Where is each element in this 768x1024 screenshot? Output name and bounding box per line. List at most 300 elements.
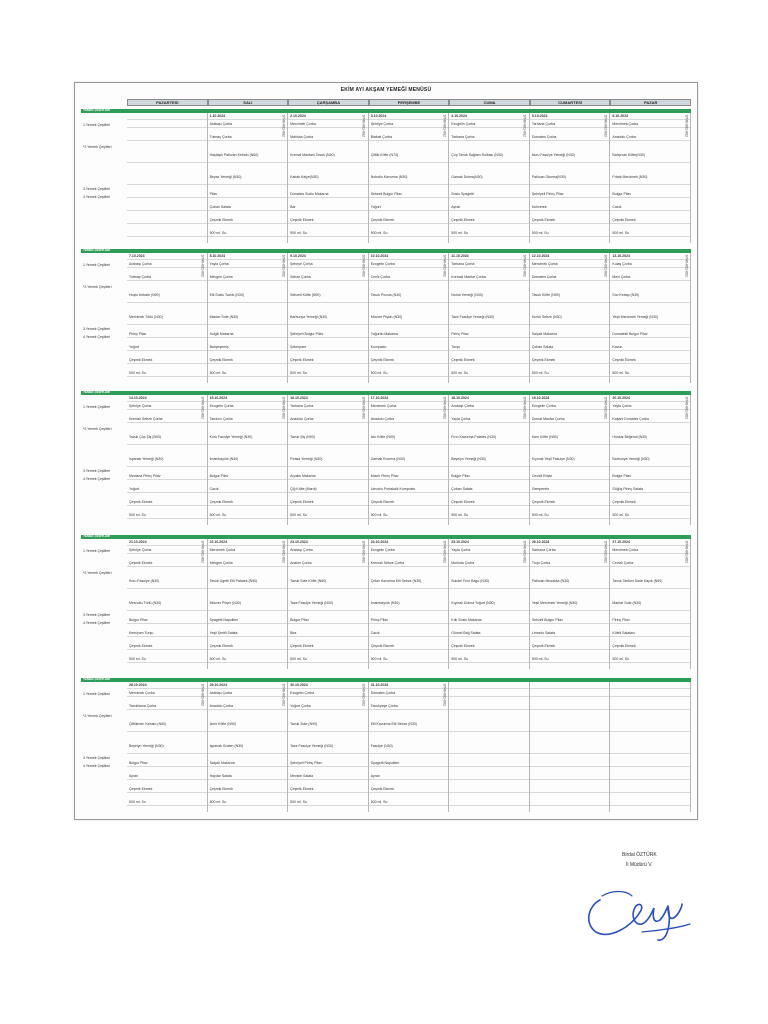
row-label: 1.Yemek Çeşitleri bbox=[83, 692, 111, 696]
menu-item bbox=[127, 147, 207, 163]
day-cell bbox=[288, 113, 369, 243]
day-cell bbox=[610, 682, 691, 812]
signatory-name: Birdal ÖZTÜRK bbox=[622, 852, 657, 858]
day-date: 20.10.2024 bbox=[610, 395, 690, 402]
menu-item: Beyelyn Yemeği (N30) bbox=[449, 451, 529, 467]
menu-item: Kam Köfte (N90) bbox=[530, 429, 610, 445]
menu-item: Şehriye Çorba bbox=[127, 547, 207, 554]
signature-block bbox=[582, 852, 702, 942]
day-cell bbox=[208, 539, 289, 669]
menu-item: Pirinç Pilav bbox=[610, 617, 690, 624]
menu-item: Pırasa Yemeği (N30) bbox=[288, 451, 368, 467]
menu-item: Mevsim Salata bbox=[288, 773, 368, 780]
menu-item: Ayran bbox=[369, 773, 449, 780]
menu-item: Limonlu Salata bbox=[530, 630, 610, 637]
menu-item: Mercimek Çorba bbox=[288, 121, 368, 128]
day-cell bbox=[530, 113, 611, 243]
day-date: 27.10.2024 bbox=[610, 539, 690, 546]
menu-item: 500 ml. Su bbox=[610, 230, 690, 237]
menu-item: Taze Fasulye Yemeği (N30) bbox=[288, 595, 368, 611]
day-cell bbox=[127, 253, 208, 383]
stamp-code: ST40-001-002 bbox=[200, 254, 205, 277]
menu-item bbox=[530, 703, 610, 710]
menu-item: 500 ml. Su bbox=[449, 656, 529, 663]
menu-item: Şehriye Çorba bbox=[127, 403, 207, 410]
stamp-code: ST40-001-002 bbox=[522, 254, 527, 277]
menu-item bbox=[449, 690, 529, 697]
menu-item: Patlıcan Musakka (N30) bbox=[530, 573, 610, 589]
menu-item: 500 ml. Su bbox=[288, 230, 368, 237]
menu-item: Yoğurt Çorba bbox=[288, 703, 368, 710]
menu-item: Soslu Spagetti bbox=[449, 191, 529, 198]
day-date: 6.10.2024 bbox=[610, 113, 690, 120]
menu-item: Çeşmik Ekmek bbox=[208, 786, 288, 793]
stamp-code: ST40-001-002 bbox=[442, 114, 447, 137]
menu-item: Yeşil Şeritli Salata bbox=[208, 630, 288, 637]
day-date: 14.10.2024 bbox=[127, 395, 207, 402]
menu-item bbox=[610, 799, 690, 806]
menu-item: 500 ml. Su bbox=[208, 370, 288, 377]
menu-item: Anadolu Çorba bbox=[610, 134, 690, 141]
menu-item: Çeşmik Ekmek bbox=[449, 217, 529, 224]
stamp-code: ST40-001-002 bbox=[683, 114, 688, 137]
menu-item: Kıymalı Dolma Yoğurt (N30) bbox=[449, 595, 529, 611]
week-block bbox=[81, 678, 691, 816]
menu-item: Tavuklama Çorba bbox=[127, 703, 207, 710]
menu-item: Ayran bbox=[127, 773, 207, 780]
menu-item: Pirinç Pilav bbox=[449, 331, 529, 338]
menu-item bbox=[530, 690, 610, 697]
day-date: 25.10.2024 bbox=[449, 539, 529, 546]
menu-item bbox=[610, 760, 690, 767]
day-header: SALI bbox=[208, 99, 289, 106]
menu-item bbox=[449, 760, 529, 767]
menu-item: Muhluta Çorba bbox=[449, 560, 529, 567]
menu-item bbox=[449, 799, 529, 806]
day-date bbox=[530, 682, 610, 689]
menu-item: Kuruk Sebze (N30) bbox=[530, 309, 610, 325]
row-label: 4.Yemek Çeşitleri bbox=[83, 764, 111, 768]
stamp-code: ST40-001-002 bbox=[361, 114, 366, 137]
menu-item: Anadolu Çorba bbox=[288, 416, 368, 423]
menu-item: Çeşmik Ekmek bbox=[208, 643, 288, 650]
menu-item: İzmir Köfte (N90) bbox=[208, 716, 288, 732]
menu-item bbox=[127, 204, 207, 211]
menu-item: Mantar Sote (N30) bbox=[208, 309, 288, 325]
menu-item bbox=[127, 169, 207, 185]
menu-item: Sebzeli Bulgur Pilav bbox=[530, 617, 610, 624]
stamp-code: ST40-001-002 bbox=[603, 540, 608, 563]
menu-item bbox=[530, 799, 610, 806]
day-date: 19.10.2024 bbox=[530, 395, 610, 402]
row-label: *2.Yemek Çeşitleri bbox=[83, 427, 112, 431]
stamp-code: ST40-001-002 bbox=[361, 396, 366, 419]
stamp-code: ST40-001-002 bbox=[200, 540, 205, 563]
day-cell bbox=[127, 682, 208, 812]
menu-item: Yeşil Mercimek Yemeği (N30) bbox=[610, 309, 690, 325]
menu-item: Bahçeşemiş bbox=[208, 344, 288, 351]
menu-item: Salçalı Makarna bbox=[208, 760, 288, 767]
day-date: 3.10.2024 bbox=[369, 113, 449, 120]
day-date: 18.10.2024 bbox=[449, 395, 529, 402]
day-date: 7.10.2024 bbox=[127, 253, 207, 260]
menu-item: Çeşmik Ekmek bbox=[530, 499, 610, 506]
menu-item: Ayran bbox=[449, 204, 529, 211]
day-cell bbox=[208, 113, 289, 243]
menu-item: Bulgur Pilav bbox=[610, 473, 690, 480]
menu-item: Çeşmik Ekmek bbox=[208, 357, 288, 364]
menu-item: Sıcı Kebap (N30) bbox=[610, 287, 690, 303]
day-date: 29.10.2024 bbox=[208, 682, 288, 689]
menu-item: Sulutel Fırın Bago (N30) bbox=[449, 573, 529, 589]
week-label: YEMEK ÇEŞİTLERİ bbox=[83, 677, 111, 681]
menu-item: Mücver Püşer (N30) bbox=[208, 595, 288, 611]
week-label: YEMEK ÇEŞİTLERİ bbox=[83, 108, 111, 112]
day-cell bbox=[449, 253, 530, 383]
day-cell bbox=[610, 395, 691, 525]
menu-item: Çeşmik Ekmek bbox=[449, 499, 529, 506]
day-cell bbox=[369, 113, 450, 243]
day-cell bbox=[288, 539, 369, 669]
menu-item: Spagetti Napoliten bbox=[208, 617, 288, 624]
row-label: 4.Yemek Çeşitleri bbox=[83, 477, 111, 481]
menu-item bbox=[449, 716, 529, 732]
stamp-code: ST40-001-002 bbox=[200, 396, 205, 419]
menu-item: Ezogelin Çorba bbox=[530, 403, 610, 410]
day-date: 26.10.2024 bbox=[530, 539, 610, 546]
stamp-code: ST40-001-002 bbox=[522, 396, 527, 419]
menu-item: Tavuk Sote (N90) bbox=[288, 716, 368, 732]
menu-item: Tropi Çorba bbox=[530, 560, 610, 567]
menu-item: Domatesli Bulgur Pilav bbox=[610, 331, 690, 338]
menu-item: 500 ml. Su bbox=[127, 656, 207, 663]
day-cell bbox=[449, 682, 530, 812]
menu-item: 500 ml. Su bbox=[369, 370, 449, 377]
menu-item bbox=[127, 191, 207, 198]
row-label: 3.Yemek Çeşitleri bbox=[83, 756, 111, 760]
menu-item: Tarhana Çorba bbox=[449, 261, 529, 268]
menu-item bbox=[610, 703, 690, 710]
menu-item: Tutmaç Çorba bbox=[208, 134, 288, 141]
menu-item: Gemperele bbox=[530, 486, 610, 493]
day-date: 10.10.2024 bbox=[369, 253, 449, 260]
stamp-code: ST40-001-002 bbox=[281, 254, 286, 277]
menu-item: Cacık bbox=[610, 204, 690, 211]
day-date: 13.10.2024 bbox=[610, 253, 690, 260]
menu-item: Kompasto bbox=[369, 344, 449, 351]
stamp-code: ST40-001-002 bbox=[281, 114, 286, 137]
menu-item: Fasulye (N30) bbox=[369, 738, 449, 754]
menu-item: Çeşmik Ekmek bbox=[369, 786, 449, 793]
menu-item: Çeşmik Ekmek bbox=[369, 643, 449, 650]
menu-item: Domates Çorba bbox=[530, 134, 610, 141]
menu-item: Çeşmik Ekmek bbox=[208, 499, 288, 506]
row-label: 4.Yemek Çeşitleri bbox=[83, 195, 111, 199]
day-cell bbox=[449, 113, 530, 243]
menu-item: Spagetti Napoliten bbox=[369, 760, 449, 767]
menu-item: Tutmaç Çorba bbox=[127, 274, 207, 281]
menu-item: Çeşmik Ekmek bbox=[288, 786, 368, 793]
menu-item: Tavuk Ugetti Etli Patates (N90) bbox=[208, 573, 288, 589]
menu-item bbox=[610, 786, 690, 793]
menu-item: Garnak Dolma(N30) bbox=[449, 169, 529, 185]
day-cell bbox=[288, 395, 369, 525]
menu-item: Arpalık Makarna bbox=[288, 473, 368, 480]
week-label: YEMEK ÇEŞİTLERİ bbox=[83, 534, 111, 538]
menu-item: Çeşmik Ekmek bbox=[288, 357, 368, 364]
menu-item: Tarhana Çorba bbox=[530, 121, 610, 128]
row-label: *2.Yemek Çeşitleri bbox=[83, 714, 112, 718]
stamp-code: ST40-001-002 bbox=[281, 540, 286, 563]
stamp-code: ST40-001-002 bbox=[683, 396, 688, 419]
menu-item: Mesrubu Türlü (N30) bbox=[127, 595, 207, 611]
menu-item: Mercimek Türlü (N30) bbox=[127, 309, 207, 325]
menu-item: Taze Fasulye Yemeği (N30) bbox=[449, 309, 529, 325]
day-cell bbox=[127, 539, 208, 669]
menu-item: Çeşmik Ekmek bbox=[208, 217, 288, 224]
menu-item: Çoban Salata bbox=[530, 344, 610, 351]
row-label: 3.Yemek Çeşitleri bbox=[83, 187, 111, 191]
day-cell bbox=[208, 395, 289, 525]
menu-item: Mercimek Çorba bbox=[530, 261, 610, 268]
menu-item: Anadolu Çorba bbox=[208, 703, 288, 710]
stamp-code: ST40-001-002 bbox=[442, 396, 447, 419]
menu-item: 500 ml. Su bbox=[208, 512, 288, 519]
menu-item: 500 ml. Su bbox=[369, 512, 449, 519]
menu-item: Hoşlu Kebabı (N90) bbox=[127, 287, 207, 303]
menu-item: Cacık bbox=[369, 630, 449, 637]
stamp-code: ST40-001-002 bbox=[361, 540, 366, 563]
menu-item: Bulgur Pilav bbox=[208, 473, 288, 480]
menu-item: Kremalı Sebze Çorba bbox=[369, 560, 449, 567]
menu-item: Pirinç Pilav bbox=[127, 331, 207, 338]
day-date: 4.10.2024 bbox=[449, 113, 529, 120]
menu-item: Çeşmik Ekmek bbox=[610, 499, 690, 506]
menu-item bbox=[610, 773, 690, 780]
menu-item: Bulgur Pilav bbox=[127, 617, 207, 624]
menu-item: Domates Çorba bbox=[530, 274, 610, 281]
menu-item: Bira bbox=[288, 630, 368, 637]
menu-item: Şehriye Çorba bbox=[288, 261, 368, 268]
day-date: 21.10.2024 bbox=[127, 539, 207, 546]
menu-item: Arabaşı Çorba bbox=[288, 547, 368, 554]
menu-item bbox=[610, 738, 690, 754]
menu-item: Bahçıvan Köfte(N30) bbox=[610, 147, 690, 163]
day-cell bbox=[369, 539, 450, 669]
menu-item: Sarhana Çorba bbox=[530, 547, 610, 554]
menu-item: Yayla Çorba bbox=[449, 547, 529, 554]
menu-item bbox=[127, 217, 207, 224]
menu-item: Kuru Fasulye Yemeği (N30) bbox=[208, 429, 288, 445]
menu-item: Arabaşı Çorba bbox=[208, 121, 288, 128]
menu-item: Mevlana Pirinç Pilav bbox=[127, 473, 207, 480]
menu-item: Kremal Mantarlı Tavuk (N30) bbox=[288, 147, 368, 163]
menu-item: Yayla Çorba bbox=[208, 261, 288, 268]
menu-item: Çeşmik Ekmek bbox=[369, 499, 449, 506]
day-date: 17.10.2024 bbox=[369, 395, 449, 402]
menu-item: Çıtlan Kavurma Etli Sebze (N30) bbox=[369, 573, 449, 589]
stamp-code: ST40-001-002 bbox=[442, 254, 447, 277]
day-date: 5.10.2024 bbox=[530, 113, 610, 120]
menu-item: Mevgen Çorba bbox=[208, 560, 288, 567]
menu-item: Mevgen Çorba bbox=[208, 274, 288, 281]
menu-item: Ispanak Graten (N30) bbox=[208, 738, 288, 754]
menu-item: Yayla Çorba bbox=[449, 416, 529, 423]
day-date: 15.10.2024 bbox=[208, 395, 288, 402]
menu-item: Çeşmik Ekmek bbox=[288, 643, 368, 650]
menu-item: Çoban Salata bbox=[208, 204, 288, 211]
menu-item: Domates Çorba bbox=[369, 690, 449, 697]
menu-item: Çeşmik Ekmek bbox=[127, 643, 207, 650]
day-date: 30.10.2024 bbox=[288, 682, 368, 689]
menu-item bbox=[127, 134, 207, 141]
menu-item: Garnak Kıvırma (N30) bbox=[369, 451, 449, 467]
day-date bbox=[610, 682, 690, 689]
menu-item: 500 ml. Su bbox=[208, 799, 288, 806]
menu-item: Fırın Kavurma Patates (N30) bbox=[449, 429, 529, 445]
menu-item: 500 ml. Su bbox=[610, 656, 690, 663]
menu-item: Beyelyn Yemeği (N30) bbox=[127, 738, 207, 754]
row-label: 1.Yemek Çeşitleri bbox=[83, 405, 111, 409]
menu-item: Pilav bbox=[208, 191, 288, 198]
menu-item: Tavuk Sote Köfte (N60) bbox=[288, 573, 368, 589]
menu-item: Tavuk Şiş (N90) bbox=[288, 429, 368, 445]
menu-item: Mevi Çorba bbox=[610, 274, 690, 281]
menu-item: 500 ml. Su bbox=[369, 230, 449, 237]
menu-item: Çeşmik Ekmek bbox=[127, 560, 207, 567]
row-label: *2.Yemek Çeşitleri bbox=[83, 571, 112, 575]
day-cell bbox=[127, 395, 208, 525]
menu-item: Çeşmik Ekmek bbox=[530, 643, 610, 650]
menu-item: Çeşmik Ekmek bbox=[127, 357, 207, 364]
day-date: 24.10.2024 bbox=[369, 539, 449, 546]
week-block bbox=[81, 535, 691, 673]
menu-item: Çeşmik Ekmek bbox=[610, 357, 690, 364]
day-cell bbox=[369, 682, 450, 812]
menu-item: Mantar Sote (N30) bbox=[610, 595, 690, 611]
menu-item: Sebzeli Köfte (N90) bbox=[288, 287, 368, 303]
menu-item: Kremalı Mantar Çorba bbox=[449, 274, 529, 281]
week-block bbox=[81, 249, 691, 387]
menu-item: Analım Çorba bbox=[288, 560, 368, 567]
menu-item bbox=[127, 230, 207, 237]
menu-item: Ezogelin Çorba bbox=[369, 261, 449, 268]
row-label: 4.Yemek Çeşitleri bbox=[83, 621, 111, 625]
menu-item: Sebzeli Bulgur Pilav bbox=[369, 191, 449, 198]
menu-item: Şehriyeli Pirinç Pilav bbox=[288, 760, 368, 767]
stamp-code: ST40-001-002 bbox=[522, 540, 527, 563]
menu-item: Mercimek Çorba bbox=[369, 403, 449, 410]
day-header: CUMARTESİ bbox=[530, 99, 611, 106]
menu-item: 500 ml. Su bbox=[127, 512, 207, 519]
menu-item: Şehriye Çorba bbox=[369, 121, 449, 128]
row-label: 1.Yemek Çeşitleri bbox=[83, 123, 111, 127]
menu-item: 500 ml. Su bbox=[208, 230, 288, 237]
menu-item bbox=[610, 690, 690, 697]
menu-item: Çeşmik Ekmek bbox=[369, 357, 449, 364]
day-cell bbox=[449, 395, 530, 525]
menu-item: Arabaşı Çorba bbox=[127, 261, 207, 268]
menu-item: Mercimek Çorba bbox=[610, 121, 690, 128]
day-cell bbox=[288, 253, 369, 383]
day-header: PAZARTESİ bbox=[127, 99, 208, 106]
menu-item: Çeşmik Ekmek bbox=[610, 643, 690, 650]
menu-item: Tarhana Çorba bbox=[449, 134, 529, 141]
stamp-code: ST40-001-002 bbox=[683, 254, 688, 277]
stamp-code: ST40-001-002 bbox=[200, 683, 205, 706]
menu-item: 500 ml. Su bbox=[530, 512, 610, 519]
menu-item: Çeşmik Ekmek bbox=[449, 643, 529, 650]
day-cell bbox=[610, 539, 691, 669]
day-header: ÇARŞAMBA bbox=[288, 99, 369, 106]
menu-item: Hünkar Beğendi (N30) bbox=[610, 429, 690, 445]
menu-item: 500 ml. Su bbox=[530, 230, 610, 237]
stamp-code: ST40-001-002 bbox=[361, 254, 366, 277]
menu-item: Barbunya Yemeği (N30) bbox=[288, 309, 368, 325]
menu-item: Limonlu Portakallı Kompostu bbox=[369, 486, 449, 493]
menu-item: Anadolu Çorba bbox=[369, 416, 449, 423]
stamp-code: ST40-001-002 bbox=[522, 114, 527, 137]
row-label: 4.Yemek Çeşitleri bbox=[83, 335, 111, 339]
menu-item: Tavukyeşe Çorba bbox=[369, 703, 449, 710]
menu-item: 500 ml. Su bbox=[449, 230, 529, 237]
menu-item bbox=[610, 716, 690, 732]
menu-item: Kuhcerek bbox=[530, 204, 610, 211]
menu-item: Arabaşı Çorba bbox=[208, 690, 288, 697]
menu-item: 500 ml. Su bbox=[530, 656, 610, 663]
menu-item: Ezogelin Çorba bbox=[449, 121, 529, 128]
menu-item: 500 ml. Su bbox=[288, 512, 368, 519]
menu-item: Kulaş Çorba bbox=[610, 261, 690, 268]
menu-item: Kıymalı Yeşil Fasulye (N30) bbox=[530, 451, 610, 467]
menu-item: Sulgili Makarna bbox=[208, 331, 288, 338]
menu-item: Tarhana Çorba bbox=[288, 403, 368, 410]
menu-item: Biabalı Çorba bbox=[369, 134, 449, 141]
menu-item: Bulgur Pilav bbox=[610, 191, 690, 198]
menu-item: Domates Soslu Makarna bbox=[288, 191, 368, 198]
menu-item: 500 ml. Su bbox=[369, 799, 449, 806]
day-cell bbox=[610, 253, 691, 383]
day-date bbox=[127, 113, 207, 120]
day-header: PERŞEMBE bbox=[369, 99, 450, 106]
stamp-code: ST40-001-002 bbox=[683, 540, 688, 563]
menu-item bbox=[449, 773, 529, 780]
menu-item bbox=[530, 773, 610, 780]
menu-item: Pirinç Pilav bbox=[369, 617, 449, 624]
menu-item: İmambayıldı (N30) bbox=[208, 451, 288, 467]
menu-item: Kremalı Sebze Çorba bbox=[127, 416, 207, 423]
menu-item: Bulgur Pilav bbox=[449, 473, 529, 480]
menu-item: Çiğ Köfte (Marul) bbox=[288, 486, 368, 493]
stamp-code: ST40-001-002 bbox=[281, 396, 286, 419]
menu-item: Bulgur Pilav bbox=[127, 760, 207, 767]
menu-item: Cacık bbox=[208, 486, 288, 493]
day-cell bbox=[610, 113, 691, 243]
menu-item bbox=[127, 121, 207, 128]
menu-item: Kemiyum Turşu bbox=[127, 630, 207, 637]
menu-item: Yeşil Mercimek Yemeği (N30) bbox=[530, 595, 610, 611]
menu-item: İmambayıldı (N30) bbox=[369, 595, 449, 611]
menu-item: Tavuk Çöp Şiş (N90) bbox=[127, 429, 207, 445]
menu-item: İzlu Köfte (N90) bbox=[369, 429, 449, 445]
menu-item: Kıtlı Soslu Makarna bbox=[449, 617, 529, 624]
menu-item: 500 ml. Su bbox=[127, 370, 207, 377]
menu-item: Nohutlu Kavurma (N30) bbox=[369, 169, 449, 185]
menu-item: Haydar Salata bbox=[208, 773, 288, 780]
menu-item: Güncel Bağ Salata bbox=[449, 630, 529, 637]
menu-item: Çeşmik Ekmek bbox=[127, 786, 207, 793]
menu-item: Nohut Yemeği (N30) bbox=[449, 287, 529, 303]
